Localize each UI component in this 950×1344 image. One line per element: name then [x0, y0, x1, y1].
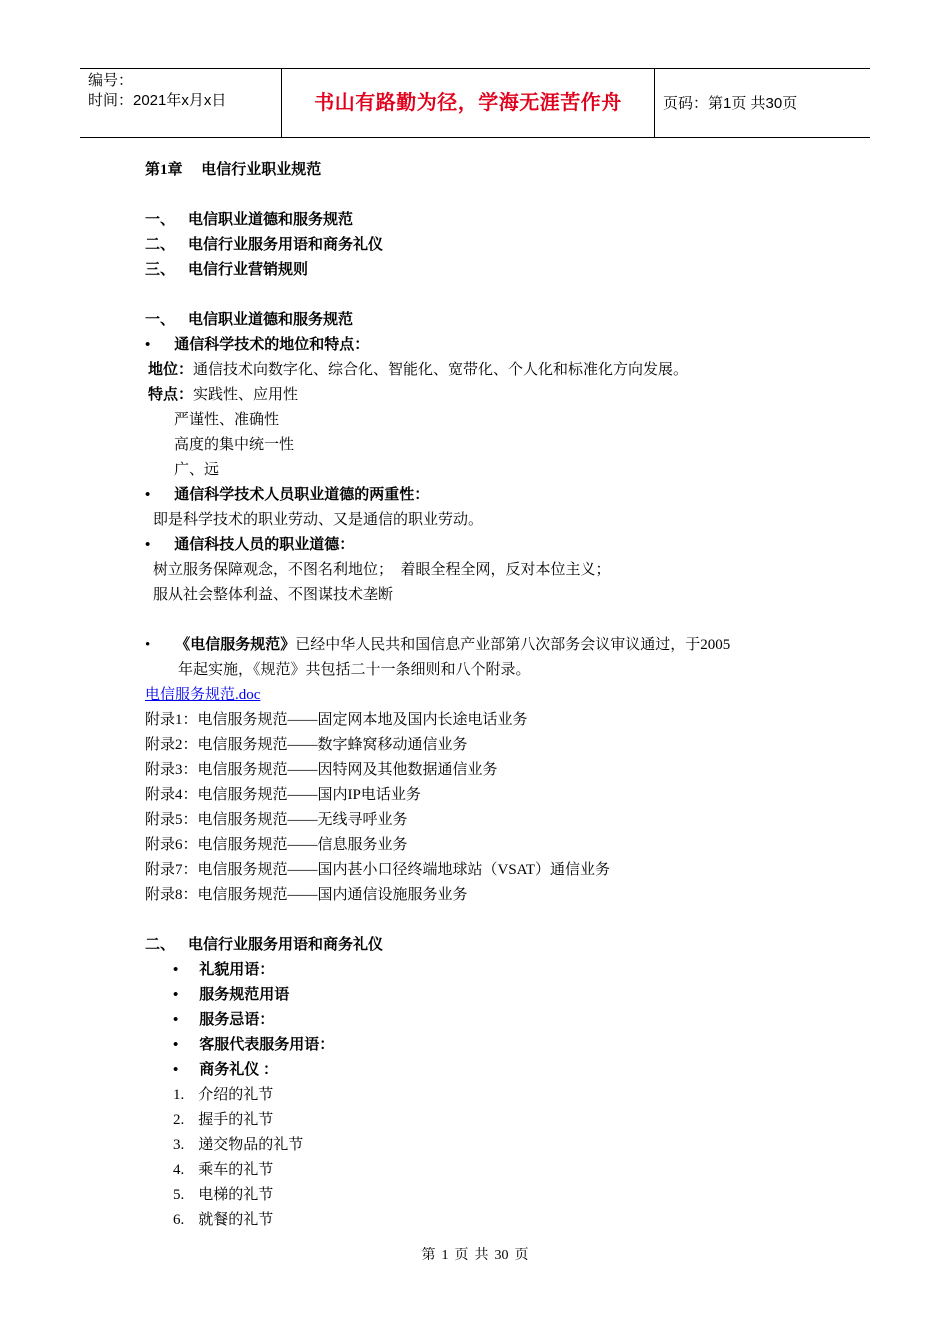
appendix-item: 附录5：电信服务规范——无线寻呼业务	[145, 812, 408, 828]
time-label: 时间：2021年x月x日	[88, 92, 227, 109]
toc-num: 三、	[145, 262, 176, 278]
item-text: 介绍的礼节	[198, 1087, 274, 1103]
item-text: 就餐的礼节	[198, 1212, 274, 1228]
appendix-item: 附录6：电信服务规范——信息服务业务	[145, 837, 408, 853]
bullet-title: 服务忌语：	[199, 1012, 275, 1028]
bullet-icon: •	[145, 537, 151, 553]
item-number: 2.	[173, 1112, 185, 1128]
bullet-icon: •	[173, 987, 179, 1003]
section-num: 二、	[145, 937, 176, 953]
item-number: 5.	[173, 1187, 185, 1203]
bullet-title: 客服代表服务用语：	[199, 1037, 335, 1053]
bullet-text: 已经中华人民共和国信息产业部第八次部务会议审议通过，于2005	[295, 637, 731, 653]
bullet-icon: •	[173, 962, 179, 978]
position-label: 地位：	[148, 362, 194, 378]
footer-word: 共	[474, 1248, 489, 1263]
feature-item: 高度的集中统一性	[174, 437, 295, 453]
bullet-item	[145, 333, 369, 358]
header-mid-cell	[282, 69, 655, 137]
bullet-icon: •	[145, 487, 151, 503]
appendix-item: 附录2：电信服务规范——数字蜂窝移动通信业务	[145, 737, 468, 753]
bullet-item	[173, 958, 274, 983]
bullet-icon: •	[173, 1062, 179, 1078]
section2-heading	[145, 933, 383, 958]
toc-num: 二、	[145, 237, 176, 253]
bullet-title: 商务礼仪 ：	[199, 1062, 279, 1078]
header-right-cell	[655, 69, 870, 137]
header-left-cell	[80, 69, 282, 137]
bullet-item	[173, 1008, 274, 1033]
numbered-item	[173, 1108, 273, 1133]
page-info: 页码：第1页 共30页	[663, 95, 798, 112]
toc-item	[145, 233, 383, 258]
bullet-icon: •	[173, 1012, 179, 1028]
footer-page-number: 1	[441, 1248, 449, 1263]
appendix-item: 附录8：电信服务规范——国内通信设施服务业务	[145, 887, 468, 903]
section-num: 一、	[145, 312, 176, 328]
chapter-title: 第1章 电信行业职业规范	[145, 162, 322, 178]
appendix-item: 附录4：电信服务规范——国内IP电话业务	[145, 787, 421, 803]
body-text: 树立服务保障观念，不图名利地位； 着眼全程全网，反对本位主义；	[153, 562, 611, 578]
bullet-title: 礼貌用语：	[199, 962, 275, 978]
toc-item	[145, 258, 308, 283]
numbered-item	[173, 1133, 303, 1158]
footer-word: 页	[454, 1248, 469, 1263]
feature-item: 严谨性、准确性	[174, 412, 280, 428]
item-number: 3.	[173, 1137, 185, 1153]
bullet-icon: •	[145, 337, 151, 353]
toc-text: 电信行业服务用语和商务礼仪	[188, 237, 384, 253]
body-text: 即是科学技术的职业劳动、又是通信的职业劳动。	[153, 512, 484, 528]
feature-item: 实践性、应用性	[193, 387, 299, 403]
item-number: 4.	[173, 1162, 185, 1178]
bullet-title: 服务规范用语	[199, 987, 290, 1003]
toc-text: 电信职业道德和服务规范	[188, 212, 354, 228]
bullet-title: 通信科学技术人员职业道德的两重性：	[174, 487, 430, 503]
motto: 书山有路勤为径，学海无涯苦作舟	[314, 92, 622, 114]
numbered-item	[173, 1158, 273, 1183]
bullet-title: 《电信服务规范》	[175, 637, 296, 653]
appendix-item: 附录3：电信服务规范——因特网及其他数据通信业务	[145, 762, 498, 778]
numbered-item	[173, 1083, 273, 1108]
item-text: 递交物品的礼节	[198, 1137, 304, 1153]
body-text: 服从社会整体利益、不图谋技术垄断	[153, 587, 394, 603]
toc-text: 电信行业营销规则	[188, 262, 309, 278]
doc-link[interactable]: 电信服务规范.doc	[145, 687, 261, 703]
bullet-icon: •	[173, 1037, 179, 1053]
bullet-icon: •	[145, 637, 151, 653]
feature-line	[148, 383, 298, 408]
footer-total-pages: 30	[494, 1248, 509, 1263]
bullet-item	[145, 633, 730, 658]
toc-num: 一、	[145, 212, 176, 228]
bullet-title: 通信科技人员的职业道德：	[174, 537, 355, 553]
bullet-title: 通信科学技术的地位和特点：	[174, 337, 370, 353]
position-text: 通信技术向数字化、综合化、智能化、宽带化、个人化和标准化方向发展。	[193, 362, 689, 378]
bullet-item	[173, 983, 289, 1008]
numbered-item	[173, 1183, 273, 1208]
bullet-item	[145, 533, 354, 558]
feature-item: 广、远	[174, 462, 220, 478]
body-text: 年起实施，《规范》共包括二十一条细则和八个附录。	[178, 662, 531, 678]
item-text: 电梯的礼节	[198, 1187, 274, 1203]
footer-word: 页	[514, 1248, 529, 1263]
position-line	[148, 358, 688, 383]
bullet-item	[145, 483, 429, 508]
section-title: 电信行业服务用语和商务礼仪	[188, 937, 384, 953]
item-text: 握手的礼节	[198, 1112, 274, 1128]
item-text: 乘车的礼节	[198, 1162, 274, 1178]
section-title: 电信职业道德和服务规范	[188, 312, 354, 328]
item-number: 6.	[173, 1212, 185, 1228]
page-header	[80, 68, 870, 138]
toc-item	[145, 208, 353, 233]
appendix-item: 附录1：电信服务规范——固定网本地及国内长途电话业务	[145, 712, 528, 728]
item-number: 1.	[173, 1087, 185, 1103]
page-footer	[0, 1246, 950, 1266]
bullet-item	[173, 1033, 334, 1058]
section1-heading	[145, 308, 353, 333]
bullet-item	[173, 1058, 278, 1083]
appendix-item: 附录7：电信服务规范——国内甚小口径终端地球站（VSAT）通信业务	[145, 862, 611, 878]
feature-label: 特点：	[148, 387, 194, 403]
numbered-item	[173, 1208, 273, 1233]
footer-word: 第	[421, 1248, 436, 1263]
number-label: 编号：	[88, 72, 134, 89]
